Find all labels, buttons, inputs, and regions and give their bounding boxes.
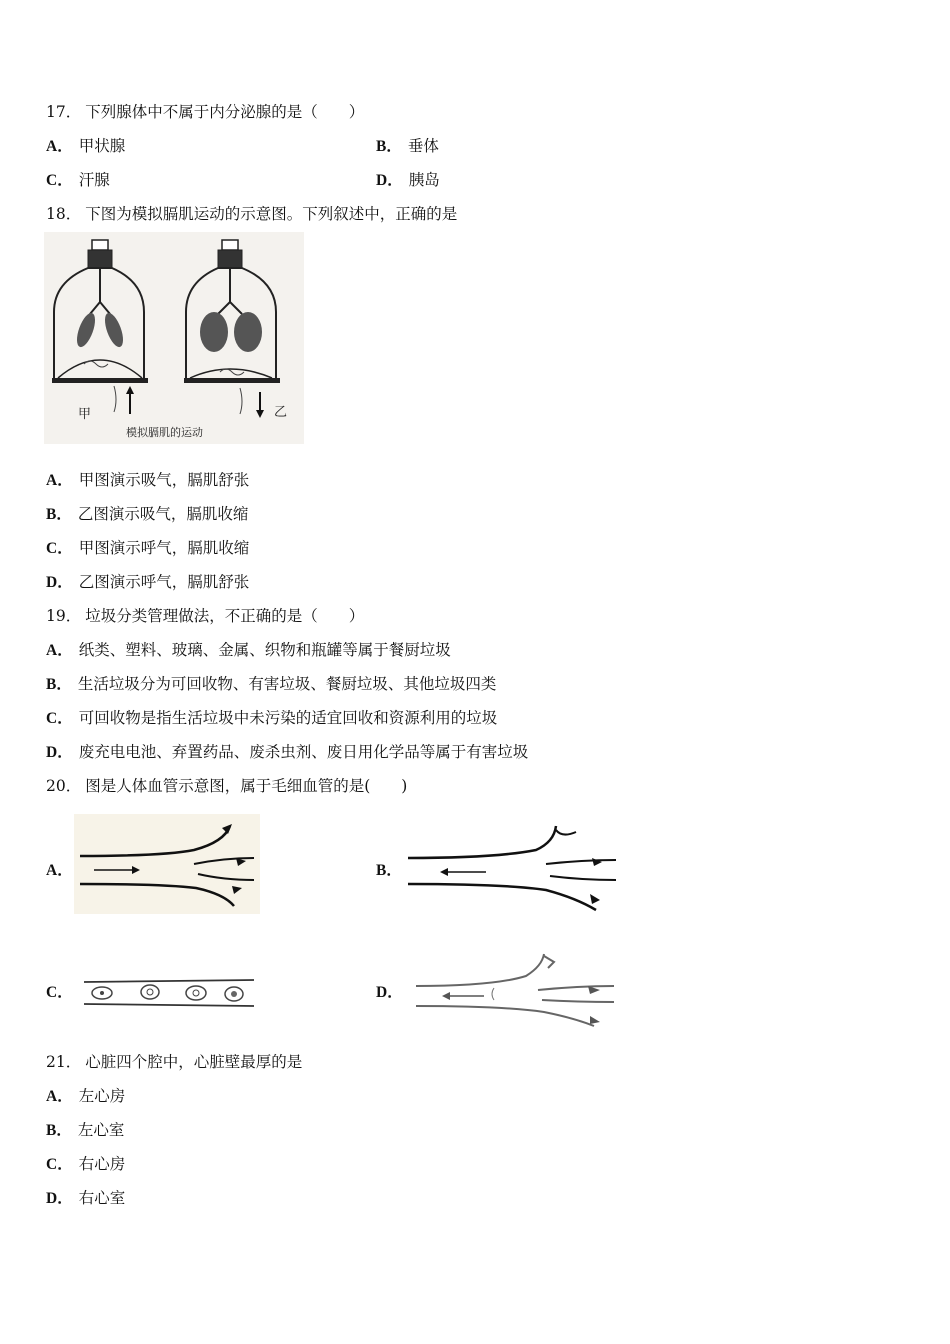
q19-option-b[interactable] [46,674,496,695]
question-text: 下列腺体中不属于内分泌腺的是（ ） [85,103,365,121]
option-label: B． [46,506,72,523]
option-label: C． [46,1156,73,1173]
option-text: 垂体 [407,137,439,155]
figure-caption: 模拟膈肌的运动 [126,426,203,439]
q18-option-b[interactable] [46,504,248,525]
option-text: 乙图演示呼气，膈肌舒张 [78,573,250,591]
option-text: 甲图演示吸气，膈肌舒张 [78,471,250,489]
question-18-stem [46,204,457,224]
option-label: A． [46,642,73,659]
q19-option-d[interactable] [46,742,528,763]
q17-option-a[interactable] [46,136,125,157]
q20-option-d[interactable] [376,982,409,1003]
option-label: A． [46,1088,73,1105]
option-text: 废充电电池、弃置药品、废杀虫剂、废日用化学品等属于有害垃圾 [78,743,529,761]
option-label: B． [46,1122,72,1139]
left-jar-tag: 甲 [78,407,92,422]
q18-option-d[interactable] [46,572,249,593]
option-text: 可回收物是指生活垃圾中未污染的适宜回收和资源利用的垃圾 [78,709,498,727]
question-20-stem [46,776,407,796]
question-number: 18． [46,205,82,223]
q17-option-d[interactable] [376,170,440,191]
option-text: 左心室 [77,1121,125,1139]
question-17-stem [46,102,364,122]
option-label: C． [46,172,73,189]
option-text: 乙图演示吸气，膈肌收缩 [77,505,249,523]
question-21-stem [46,1052,302,1072]
option-text: 甲图演示呼气，膈肌收缩 [78,539,250,557]
q17-option-c[interactable] [46,170,110,191]
option-text: 甲状腺 [78,137,126,155]
option-label: A． [46,862,73,879]
option-label: A． [46,138,73,155]
question-text: 下图为模拟膈肌运动的示意图。下列叙述中，正确的是 [85,205,458,223]
option-label: D． [376,172,403,189]
q21-option-a[interactable] [46,1086,125,1107]
question-19-stem [46,606,364,626]
q19-option-a[interactable] [46,640,451,661]
option-text: 纸类、塑料、玻璃、金属、织物和瓶罐等属于餐厨垃圾 [78,641,451,659]
q21-option-c[interactable] [46,1154,125,1175]
option-text: 汗腺 [78,171,110,189]
vessel-figure-d [414,950,620,1030]
question-number: 20． [46,777,82,795]
diaphragm-model-figure [44,232,304,444]
vessel-figure-b [406,820,620,916]
option-label: C． [46,984,73,1001]
right-jar-tag: 乙 [274,405,288,420]
q17-option-b[interactable] [376,136,439,157]
option-label: B． [46,676,72,693]
option-text: 右心室 [78,1189,126,1207]
option-text: 生活垃圾分为可回收物、有害垃圾、餐厨垃圾、其他垃圾四类 [77,675,497,693]
q18-option-c[interactable] [46,538,249,559]
q21-option-b[interactable] [46,1120,124,1141]
option-label: D． [46,1190,73,1207]
vessel-figure-a [74,814,260,914]
q20-option-c[interactable] [46,982,79,1003]
option-label: D． [376,984,403,1001]
q20-option-b[interactable] [376,860,408,881]
option-label: C． [46,540,73,557]
option-label: C． [46,710,73,727]
option-label: B． [376,862,402,879]
option-label: A． [46,472,73,489]
q18-option-a[interactable] [46,470,249,491]
option-text: 胰岛 [408,171,440,189]
question-text: 垃圾分类管理做法，不正确的是（ ） [85,607,365,625]
option-text: 右心房 [78,1155,126,1173]
q19-option-c[interactable] [46,708,497,729]
question-number: 17． [46,103,82,121]
option-label: D． [46,744,73,761]
question-number: 19． [46,607,82,625]
question-number: 21． [46,1053,82,1071]
question-text: 心脏四个腔中，心脏壁最厚的是 [85,1053,303,1071]
question-text: 图是人体血管示意图，属于毛细血管的是( ) [85,777,408,795]
option-label: D． [46,574,73,591]
option-label: B． [376,138,402,155]
q21-option-d[interactable] [46,1188,125,1209]
vessel-figure-c [82,974,256,1012]
option-text: 左心房 [78,1087,126,1105]
